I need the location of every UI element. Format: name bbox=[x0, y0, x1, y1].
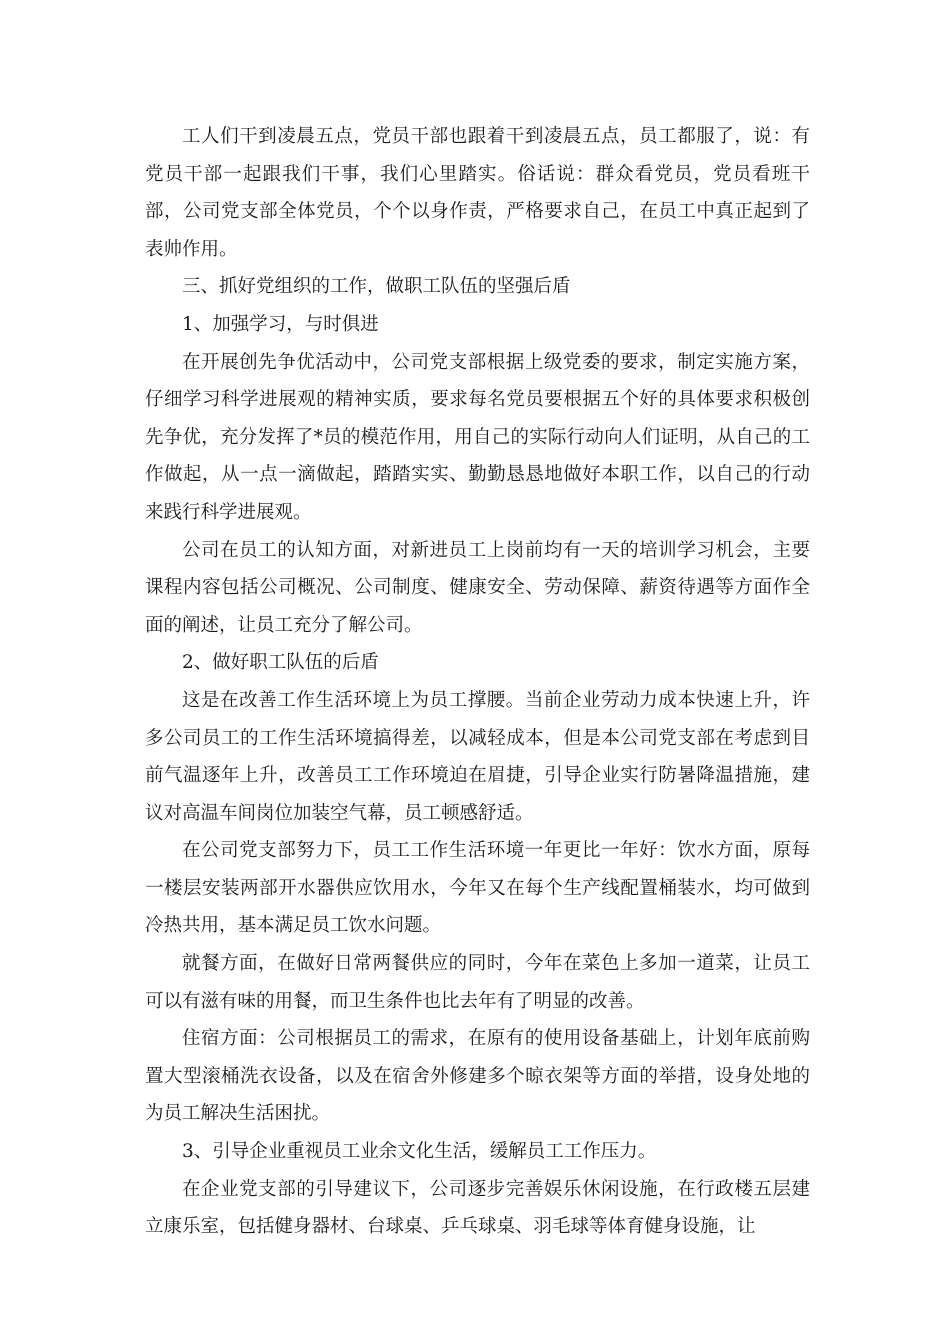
paragraph-commitment: 工人们干到凌晨五点，党员干部也跟着干到凌晨五点，员工都服了，说：有党员干部一起跟我们干事，我们心里踏实。俗话说：群众看党员，党员看班干部，公司党支部全体党员，个个以身作责，严格要求自己，在员工中真正起到了表帅作用。 bbox=[145, 126, 810, 260]
subheading-3: 3、引导企业重视员工业余文化生活，缓解员工工作压力。 bbox=[182, 1141, 657, 1163]
subheading-2: 2、做好职工队伍的后盾 bbox=[182, 652, 379, 674]
paragraph-dining: 就餐方面，在做好日常两餐供应的同时，今年在菜色上多加一道菜，让员工可以有滋有味的用餐，而卫生条件也比去年有了明显的改善。 bbox=[145, 953, 810, 1012]
paragraph-water: 在公司党支部努力下，员工工作生活环境一年更比一年好：饮水方面，原每一楼层安装两部开水器供应饮用水，今年又在每个生产线配置桶装水，均可做到冷热共用，基本满足员工饮水问题。 bbox=[145, 840, 810, 937]
paragraph-housing: 住宿方面：公司根据员工的需求，在原有的使用设备基础上，计划年底前购置大型滚桶洗衣设备，以及在宿舍外修建多个晾衣架等方面的举措，设身处地的为员工解决生活困扰。 bbox=[145, 1028, 810, 1125]
paragraph-study: 在开展创先争优活动中，公司党支部根据上级党委的要求，制定实施方案，仔细学习科学进展观的精神实质，要求每名党员要根据五个好的具体要求积极创先争优，充分发挥了*员的模范作用，用自己的实际行动向人们证明，从自己的工作做起，从一点一滴做起，踏踏实实、勤勤恳恳地做好本职工作，以自己的行动来践行科学进展观。 bbox=[145, 351, 810, 523]
paragraph-recreation: 在企业党支部的引导建议下，公司逐步完善娱乐休闲设施，在行政楼五层建立康乐室，包括健身器材、台球桌、乒乓球桌、羽毛球等体育健身设施，让 bbox=[145, 1178, 810, 1238]
document-body bbox=[145, 118, 810, 1246]
paragraph-environment: 这是在改善工作生活环境上为员工撑腰。当前企业劳动力成本快速上升，许多公司员工的工作生活环境搞得差，以减轻成本，但是本公司党支部在考虑到目前气温逐年上升，改善员工工作环境迫在眉捷，引导企业实行防暑降温措施，建议对高温车间岗位加装空气幕，员工顿感舒适。 bbox=[145, 689, 810, 824]
section-heading-3: 三、抓好党组织的工作，做职工队伍的坚强后盾 bbox=[182, 276, 571, 298]
subheading-1: 1、加强学习，与时俱进 bbox=[182, 313, 379, 335]
paragraph-training: 公司在员工的认知方面，对新进员工上岗前均有一天的培训学习机会，主要课程内容包括公司概况、公司制度、健康安全、劳动保障、薪资待遇等方面作全面的阐述，让员工充分了解公司。 bbox=[145, 539, 810, 636]
